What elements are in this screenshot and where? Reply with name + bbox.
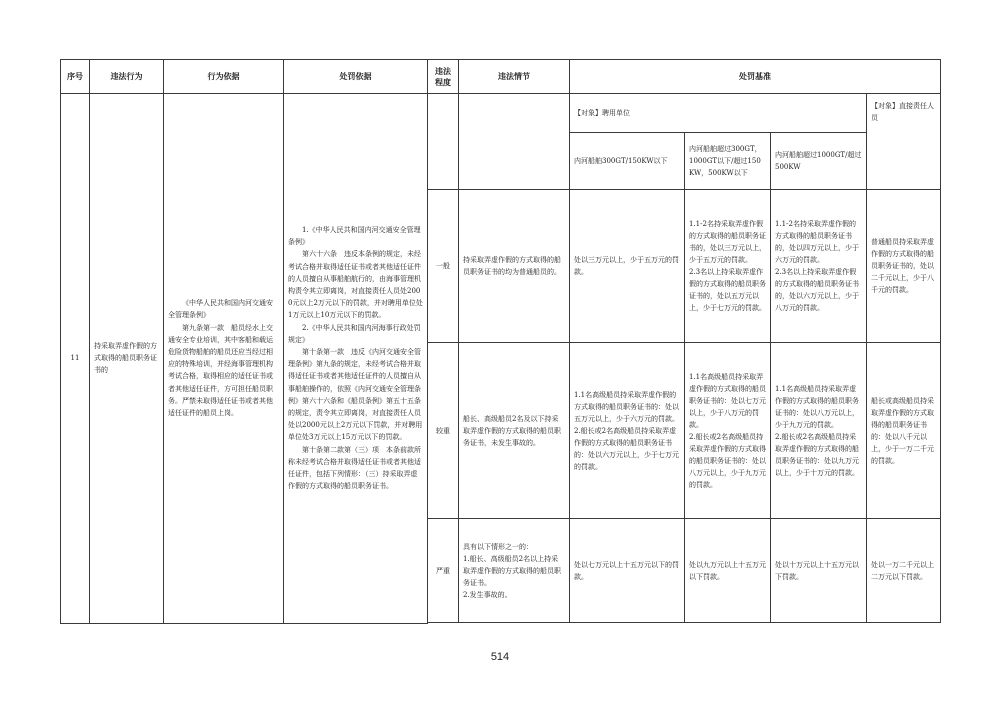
header-degree: 违法 程度 (428, 60, 459, 94)
circumstance-severe: 具有以下情形之一的： 1.船长、高级船员2名以上持采取弄虚作假的方式取得的船员职务证书。 2.发生事故的。 (459, 519, 570, 623)
penalty-basis-p1: 1.《中华人民共和国内河交通安全管理条例》 (288, 226, 421, 247)
page-number: 514 (490, 651, 510, 663)
target-employer: 【对象】聘用单位 (570, 94, 867, 133)
degree-serious: 较重 (428, 343, 459, 519)
target-row (61, 94, 941, 133)
blank-degree-cell (428, 94, 459, 190)
row-penalty-basis (284, 94, 428, 624)
fine-mid-serious: 1.1名高级船员持采取弄虚作假的方式取得的船员职务证书的：处以七万元以上，少于八万元的罚款。 2.船长或2名高级船员持采取弄虚作假的方式取得的船员职务证书的：处以八万元以上，少于九万元的罚款。 (685, 343, 771, 519)
fine-small-severe: 处以七万元以上十五万元以下的罚款。 (570, 519, 685, 623)
fine-large-serious: 1.1名高级船员持采取弄虚作假的方式取得的船员职务证书的：处以八万元以上，少于九万元的罚款。 2.船长或2名高级船员持采取弄虚作假的方式取得的船员职务证书的：处以九万元以上，少于十万元的罚款。 (771, 343, 867, 519)
header-row (61, 60, 941, 94)
header-circumstance: 违法情节 (459, 60, 570, 94)
ship-large: 内河船舶超过1000GT/超过500KW (771, 133, 867, 190)
fine-mid-general: 1.1-2名持采取弄虚作假的方式取得的船员职务证书的，处以三万元以上，少于五万元的罚款。 2.3名以上持采取弄虚作假的方式取得的船员职务证书的，处以五万元以上，少于七万元的罚款。 (685, 190, 771, 343)
fine-large-severe: 处以十万元以上十五万元以下罚款。 (771, 519, 867, 623)
penalty-standard-table (60, 59, 941, 624)
degree-severe: 严重 (428, 519, 459, 623)
penalty-table-wrap (60, 59, 940, 623)
header-standard: 处罚基准 (570, 60, 941, 94)
fine-small-serious: 1.1名高级船员持采取弄虚作假的方式取得的船员职务证书的：处以五万元以上，少于六万元的罚款。 2.船长或2名高级船员持采取弄虚作假的方式取得的船员职务证书的：处以六万元以上，少于七万元的罚款。 (570, 343, 685, 519)
penalty-basis-p2: 第六十六条 违反本条例的规定，未经考试合格并取得适任证书或者其他适任证件的人员擅自从事船舶航行的，由海事管理机构责令其立即离岗，对直接责任人员处2000元以上2万元以下的罚款，并对聘用单位处1万元以上10万元以下的罚款。 (288, 250, 423, 320)
penalty-basis-p5: 第十条第二款第（三）项 本条前款所称未经考试合格并取得适任证书或者其他适任证件，包括下列情形：（三）持采取弄虚作假的方式取得的船员职务证书。 (288, 445, 421, 491)
ship-small: 内河船舶300GT/150KW以下 (570, 133, 685, 190)
target-responsible: 【对象】直接责任人员 (867, 94, 941, 190)
blank-circumstance-cell (459, 94, 570, 190)
basis-law: 《中华人民共和国内河交通安全管理条例》 (168, 299, 273, 320)
header-seq: 序号 (61, 60, 90, 94)
penalty-basis-p4: 第十条第一款 违反《内河交通安全管理条例》第九条的规定，未经考试合格并取得适任证书或者其他适任证件的人员擅自从事船舶操作的，依照《内河交通安全管理条例》第六十六条和《船员条例》第五十五条的规定，责令其立即离岗，对直接责任人员处以2000元以上2万元以下罚款，并对聘用单位处3万元以上15万元以下的罚款。 (288, 348, 423, 442)
circumstance-general: 持采取弄虚作假的方式取得的船员职务证书的均为普通船员的。 (459, 190, 570, 343)
circumstance-serious: 船长、高级船员2名及以下持采取弄虚作假的方式取得的船员职务证书，未发生事故的。 (459, 343, 570, 519)
penalty-basis-p3: 2.《中华人民共和国内河海事行政处罚规定》 (288, 323, 421, 344)
fine-large-general: 1.1-2名持采取弄虚作假的方式取得的船员职务证书的，处以四万元以上，少于六万元的罚款。 2.3名以上持采取弄虚作假的方式取得的船员职务证书的，处以六万元以上，少于八万元的罚款。 (771, 190, 867, 343)
spacer-cell (428, 623, 941, 624)
degree-general: 一般 (428, 190, 459, 343)
header-act: 违法行为 (90, 60, 164, 94)
header-penalty-basis: 处罚依据 (284, 60, 428, 94)
basis-text: 第九条第一款 船员经水上交通安全专业培训，其中客船和载运危险货物船舶的船员还应当经过相应的特殊培训，并经海事管理机构考试合格，取得相应的适任证书或者其他适任证件，方可担任船员职务。严禁未取得适任证书或者其他适任证件的船员上岗。 (168, 323, 273, 418)
fine-person-general: 普通船员持采取弄虚作假的方式取得的船员职务证书的，处以二千元以上，少于八千元的罚款。 (867, 190, 941, 343)
header-basis: 行为依据 (164, 60, 284, 94)
row-act: 持采取弄虚作假的方式取得的船员职务证书的 (90, 94, 164, 624)
fine-small-general: 处以三万元以上，少于五万元的罚款。 (570, 190, 685, 343)
fine-mid-severe: 处以九万元以上十五万元以下罚款。 (685, 519, 771, 623)
row-basis (164, 94, 284, 624)
ship-mid: 内河船舶超过300GT，1000GT以下/超过150KW，500KW以下 (685, 133, 771, 190)
fine-person-serious: 船长或高级船员持采取弄虚作假的方式取得的船员职务证书的：处以八千元以上，少于一万二千元的罚款。 (867, 343, 941, 519)
row-seq: 11 (61, 94, 90, 624)
fine-person-severe: 处以一万二千元以上二万元以下罚款。 (867, 519, 941, 623)
